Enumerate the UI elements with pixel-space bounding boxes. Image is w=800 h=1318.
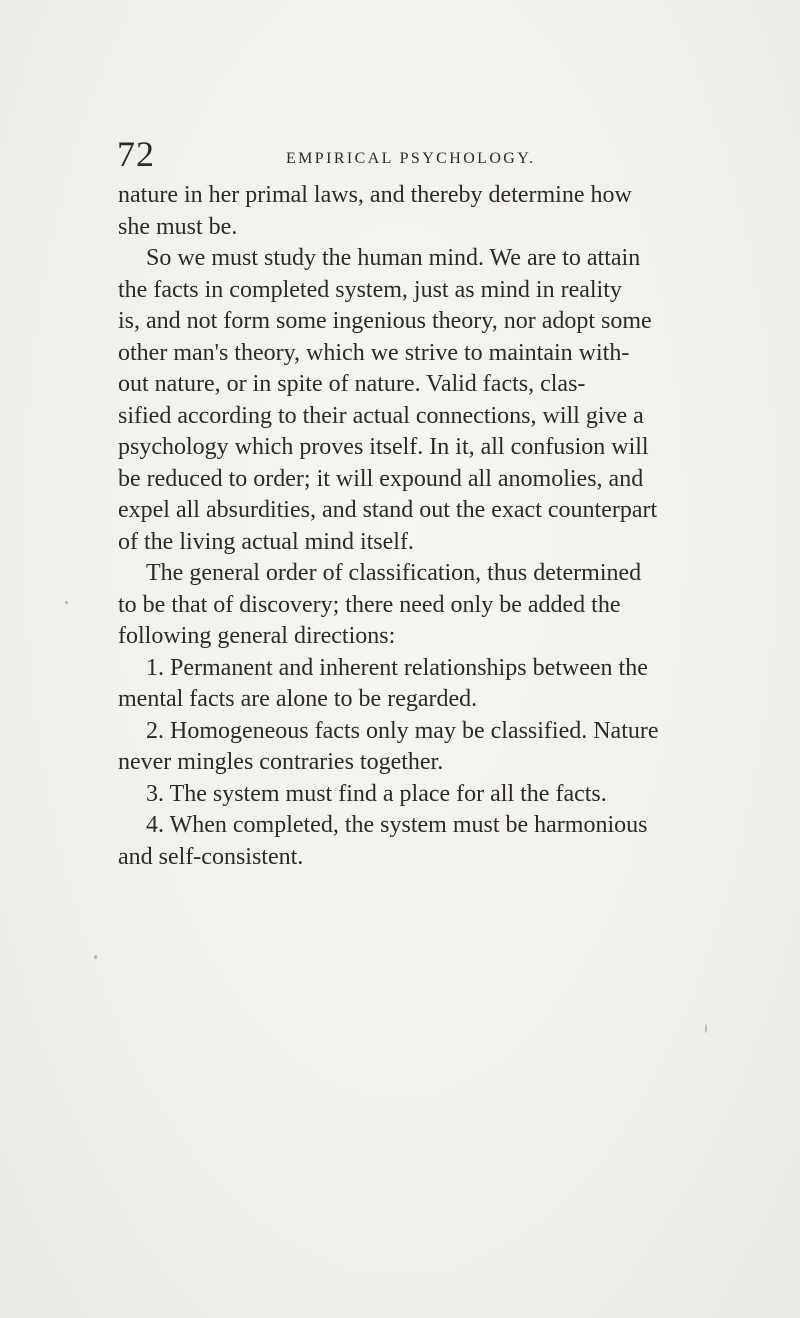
text-line: she must be. xyxy=(118,213,238,240)
text-line: never mingles contraries together. xyxy=(118,749,444,775)
list-item-2: 2. Homogeneous facts only may be classified. Nature xyxy=(146,717,659,744)
text-line: and self-consistent. xyxy=(118,843,304,870)
running-head xyxy=(117,136,797,176)
running-title: EMPIRICAL PSYCHOLOGY. xyxy=(286,150,536,167)
text-line: nature in her primal laws, and thereby determine how xyxy=(118,182,632,208)
text-line: be reduced to order; it will expound all anomolies, and xyxy=(118,465,644,492)
list-item-4: 4. When completed, the system must be harmonious xyxy=(146,812,648,838)
paper-speck xyxy=(705,1024,707,1033)
body-text xyxy=(118,180,798,873)
text-line: expel all absurdities, and stand out the exact counterpart xyxy=(118,497,658,523)
text-line: the facts in completed system, just as mind in reality xyxy=(118,276,622,303)
text-line: sified according to their actual connections, will give a xyxy=(118,402,644,429)
text-line: psychology which proves itself. In it, all confusion will xyxy=(118,434,649,460)
text-line: other man's theory, which we strive to maintain with- xyxy=(118,339,630,366)
paragraph-first-line: The general order of classification, thus determined xyxy=(146,560,642,586)
list-item-1: 1. Permanent and inherent relationships between the xyxy=(146,654,648,681)
text-line: to be that of discovery; there need only be added the xyxy=(118,591,621,618)
paragraph-first-line: So we must study the human mind. We are to attain xyxy=(146,245,641,271)
page-number: 72 xyxy=(117,134,155,174)
text-line: mental facts are alone to be regarded. xyxy=(118,686,478,712)
text-line: of the living actual mind itself. xyxy=(118,528,414,555)
paper-speck xyxy=(65,601,68,604)
text-line: is, and not form some ingenious theory, nor adopt some xyxy=(118,308,652,334)
text-line: following general directions: xyxy=(118,623,396,649)
list-item-3: 3. The system must find a place for all the facts. xyxy=(146,780,607,807)
paper-speck xyxy=(94,955,97,959)
text-line: out nature, or in spite of nature. Valid facts, clas- xyxy=(118,371,586,397)
